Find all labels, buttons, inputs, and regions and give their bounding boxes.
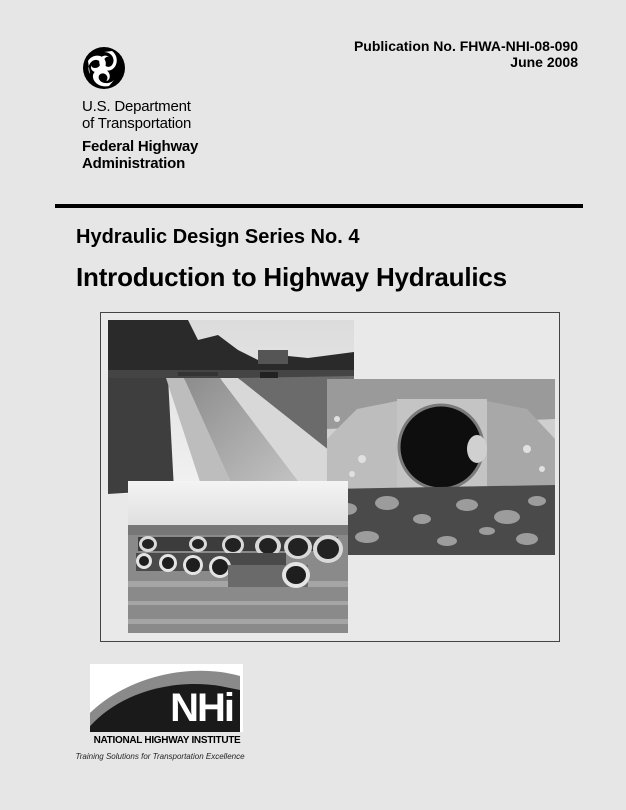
administration-name — [82, 138, 198, 172]
administration-line-1: Federal Highway — [82, 138, 199, 155]
publication-date: June 2008 — [510, 54, 578, 70]
administration-line-2: Administration — [82, 155, 186, 172]
nhi-logo-letters: NHi — [170, 686, 233, 730]
department-name — [82, 98, 191, 132]
title-divider — [55, 204, 583, 208]
nhi-logo — [72, 664, 248, 770]
department-line-1: U.S. Department — [82, 98, 191, 115]
publication-number: Publication No. FHWA-NHI-08-090 — [353, 38, 578, 54]
lined-channel-photo — [108, 320, 354, 494]
nhi-logo-mark — [90, 664, 243, 732]
institute-name: NATIONAL HIGHWAY INSTITUTE — [93, 735, 241, 746]
department-line-2: of Transportation — [82, 115, 192, 132]
dot-logo-icon — [82, 46, 126, 90]
publication-info — [354, 38, 578, 70]
institute-tagline: Training Solutions for Transportation Excellence — [75, 752, 245, 761]
document-title: Introduction to Highway Hydraulics — [76, 262, 507, 292]
culvert-outlet-photo — [327, 379, 555, 555]
series-title: Hydraulic Design Series No. 4 — [76, 226, 360, 248]
stacked-pipes-photo — [128, 481, 348, 633]
photo-collage — [100, 312, 560, 642]
